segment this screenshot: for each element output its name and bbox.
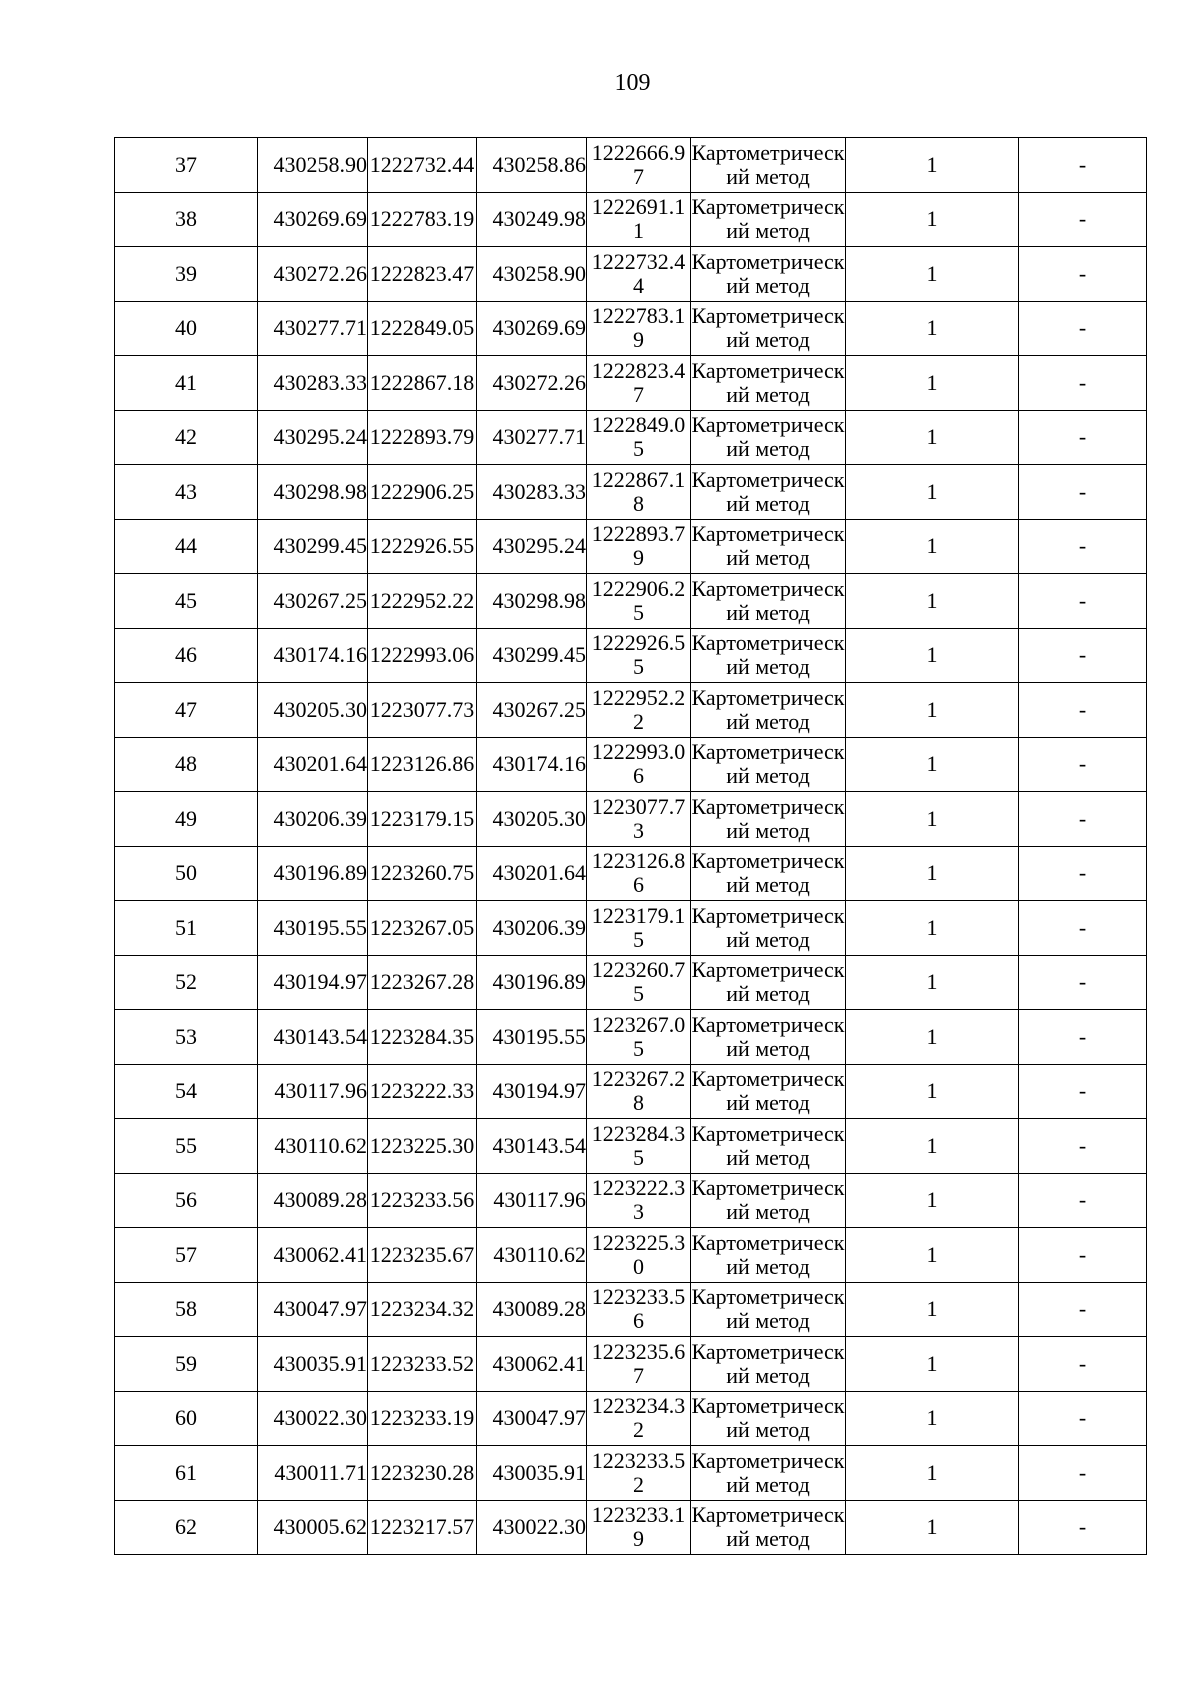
x2-cell: 430195.55 <box>477 1010 587 1065</box>
point-number-cell: 58 <box>115 1282 258 1337</box>
x1-cell: 430272.26 <box>258 247 368 302</box>
x1-cell: 430299.45 <box>258 519 368 574</box>
method-cell: Картометрический метод <box>691 356 846 411</box>
y2-cell: 1223233.19 <box>587 1500 691 1555</box>
x2-cell: 430196.89 <box>477 955 587 1010</box>
point-number-cell: 57 <box>115 1228 258 1283</box>
table-row <box>115 1064 1147 1119</box>
point-number-cell: 51 <box>115 901 258 956</box>
table-row <box>115 192 1147 247</box>
y1-cell: 1223217.57 <box>368 1500 477 1555</box>
x1-cell: 430194.97 <box>258 955 368 1010</box>
table-row <box>115 1391 1147 1446</box>
point-number-cell: 62 <box>115 1500 258 1555</box>
precision-cell: 1 <box>846 955 1019 1010</box>
note-cell: - <box>1019 901 1147 956</box>
note-cell: - <box>1019 1337 1147 1392</box>
y1-cell: 1223233.19 <box>368 1391 477 1446</box>
note-cell: - <box>1019 138 1147 193</box>
y2-cell: 1222783.19 <box>587 301 691 356</box>
x1-cell: 430062.41 <box>258 1228 368 1283</box>
x2-cell: 430062.41 <box>477 1337 587 1392</box>
y2-cell: 1223235.67 <box>587 1337 691 1392</box>
note-cell: - <box>1019 410 1147 465</box>
y2-cell: 1222849.05 <box>587 410 691 465</box>
precision-cell: 1 <box>846 628 1019 683</box>
table-row <box>115 138 1147 193</box>
note-cell: - <box>1019 1446 1147 1501</box>
y1-cell: 1222732.44 <box>368 138 477 193</box>
method-cell: Картометрический метод <box>691 1010 846 1065</box>
x2-cell: 430205.30 <box>477 792 587 847</box>
x2-cell: 430277.71 <box>477 410 587 465</box>
point-number-cell: 53 <box>115 1010 258 1065</box>
precision-cell: 1 <box>846 1064 1019 1119</box>
table-row <box>115 301 1147 356</box>
table-row <box>115 574 1147 629</box>
note-cell: - <box>1019 1064 1147 1119</box>
method-cell: Картометрический метод <box>691 628 846 683</box>
x2-cell: 430110.62 <box>477 1228 587 1283</box>
note-cell: - <box>1019 192 1147 247</box>
page-number: 109 <box>614 70 651 96</box>
precision-cell: 1 <box>846 574 1019 629</box>
method-cell: Картометрический метод <box>691 683 846 738</box>
y1-cell: 1223230.28 <box>368 1446 477 1501</box>
note-cell: - <box>1019 846 1147 901</box>
y1-cell: 1223267.28 <box>368 955 477 1010</box>
x1-cell: 430110.62 <box>258 1119 368 1174</box>
method-cell: Картометрический метод <box>691 846 846 901</box>
x2-cell: 430299.45 <box>477 628 587 683</box>
y2-cell: 1223234.32 <box>587 1391 691 1446</box>
point-number-cell: 54 <box>115 1064 258 1119</box>
x1-cell: 430035.91 <box>258 1337 368 1392</box>
point-number-cell: 46 <box>115 628 258 683</box>
table-row <box>115 247 1147 302</box>
note-cell: - <box>1019 1500 1147 1555</box>
method-cell: Картометрический метод <box>691 410 846 465</box>
x1-cell: 430298.98 <box>258 465 368 520</box>
note-cell: - <box>1019 628 1147 683</box>
precision-cell: 1 <box>846 792 1019 847</box>
x1-cell: 430195.55 <box>258 901 368 956</box>
table-row <box>115 1500 1147 1555</box>
x1-cell: 430201.64 <box>258 737 368 792</box>
method-cell: Картометрический метод <box>691 1337 846 1392</box>
table-row <box>115 1282 1147 1337</box>
x1-cell: 430089.28 <box>258 1173 368 1228</box>
note-cell: - <box>1019 465 1147 520</box>
precision-cell: 1 <box>846 192 1019 247</box>
x2-cell: 430272.26 <box>477 356 587 411</box>
x1-cell: 430295.24 <box>258 410 368 465</box>
y1-cell: 1223126.86 <box>368 737 477 792</box>
note-cell: - <box>1019 1228 1147 1283</box>
y1-cell: 1222993.06 <box>368 628 477 683</box>
x2-cell: 430035.91 <box>477 1446 587 1501</box>
method-cell: Картометрический метод <box>691 955 846 1010</box>
x2-cell: 430143.54 <box>477 1119 587 1174</box>
note-cell: - <box>1019 301 1147 356</box>
table-row <box>115 792 1147 847</box>
method-cell: Картометрический метод <box>691 1064 846 1119</box>
x2-cell: 430194.97 <box>477 1064 587 1119</box>
precision-cell: 1 <box>846 1500 1019 1555</box>
method-cell: Картометрический метод <box>691 519 846 574</box>
x2-cell: 430298.98 <box>477 574 587 629</box>
precision-cell: 1 <box>846 138 1019 193</box>
precision-cell: 1 <box>846 356 1019 411</box>
x1-cell: 430047.97 <box>258 1282 368 1337</box>
precision-cell: 1 <box>846 1173 1019 1228</box>
method-cell: Картометрический метод <box>691 737 846 792</box>
y2-cell: 1223260.75 <box>587 955 691 1010</box>
point-number-cell: 37 <box>115 138 258 193</box>
y1-cell: 1223222.33 <box>368 1064 477 1119</box>
y1-cell: 1222893.79 <box>368 410 477 465</box>
table-row <box>115 1446 1147 1501</box>
table-row <box>115 737 1147 792</box>
y2-cell: 1223233.56 <box>587 1282 691 1337</box>
y2-cell: 1223126.86 <box>587 846 691 901</box>
method-cell: Картометрический метод <box>691 247 846 302</box>
point-number-cell: 38 <box>115 192 258 247</box>
method-cell: Картометрический метод <box>691 1282 846 1337</box>
y1-cell: 1222783.19 <box>368 192 477 247</box>
x1-cell: 430005.62 <box>258 1500 368 1555</box>
x2-cell: 430269.69 <box>477 301 587 356</box>
y2-cell: 1222666.97 <box>587 138 691 193</box>
precision-cell: 1 <box>846 410 1019 465</box>
y2-cell: 1222926.55 <box>587 628 691 683</box>
method-cell: Картометрический метод <box>691 574 846 629</box>
x1-cell: 430283.33 <box>258 356 368 411</box>
y1-cell: 1223077.73 <box>368 683 477 738</box>
x2-cell: 430295.24 <box>477 519 587 574</box>
point-number-cell: 39 <box>115 247 258 302</box>
precision-cell: 1 <box>846 519 1019 574</box>
note-cell: - <box>1019 683 1147 738</box>
y1-cell: 1222867.18 <box>368 356 477 411</box>
precision-cell: 1 <box>846 1010 1019 1065</box>
point-number-cell: 41 <box>115 356 258 411</box>
point-number-cell: 44 <box>115 519 258 574</box>
precision-cell: 1 <box>846 737 1019 792</box>
precision-cell: 1 <box>846 1282 1019 1337</box>
note-cell: - <box>1019 519 1147 574</box>
y2-cell: 1223233.52 <box>587 1446 691 1501</box>
x1-cell: 430117.96 <box>258 1064 368 1119</box>
y1-cell: 1222849.05 <box>368 301 477 356</box>
y1-cell: 1223179.15 <box>368 792 477 847</box>
precision-cell: 1 <box>846 301 1019 356</box>
y1-cell: 1222952.22 <box>368 574 477 629</box>
precision-cell: 1 <box>846 683 1019 738</box>
note-cell: - <box>1019 356 1147 411</box>
table-row <box>115 1337 1147 1392</box>
method-cell: Картометрический метод <box>691 1228 846 1283</box>
x1-cell: 430206.39 <box>258 792 368 847</box>
x1-cell: 430011.71 <box>258 1446 368 1501</box>
method-cell: Картометрический метод <box>691 465 846 520</box>
method-cell: Картометрический метод <box>691 1446 846 1501</box>
note-cell: - <box>1019 1119 1147 1174</box>
precision-cell: 1 <box>846 1337 1019 1392</box>
y1-cell: 1223260.75 <box>368 846 477 901</box>
y2-cell: 1222952.22 <box>587 683 691 738</box>
precision-cell: 1 <box>846 1228 1019 1283</box>
point-number-cell: 59 <box>115 1337 258 1392</box>
table-body <box>115 138 1147 1555</box>
x2-cell: 430283.33 <box>477 465 587 520</box>
precision-cell: 1 <box>846 465 1019 520</box>
x2-cell: 430022.30 <box>477 1500 587 1555</box>
note-cell: - <box>1019 1391 1147 1446</box>
y2-cell: 1223225.30 <box>587 1228 691 1283</box>
x1-cell: 430196.89 <box>258 846 368 901</box>
point-number-cell: 45 <box>115 574 258 629</box>
note-cell: - <box>1019 1282 1147 1337</box>
point-number-cell: 52 <box>115 955 258 1010</box>
note-cell: - <box>1019 955 1147 1010</box>
precision-cell: 1 <box>846 901 1019 956</box>
method-cell: Картометрический метод <box>691 138 846 193</box>
x2-cell: 430047.97 <box>477 1391 587 1446</box>
precision-cell: 1 <box>846 1446 1019 1501</box>
y1-cell: 1222926.55 <box>368 519 477 574</box>
table-row <box>115 955 1147 1010</box>
note-cell: - <box>1019 574 1147 629</box>
y2-cell: 1223267.05 <box>587 1010 691 1065</box>
x1-cell: 430277.71 <box>258 301 368 356</box>
method-cell: Картометрический метод <box>691 1119 846 1174</box>
point-number-cell: 42 <box>115 410 258 465</box>
note-cell: - <box>1019 792 1147 847</box>
method-cell: Картометрический метод <box>691 1173 846 1228</box>
x1-cell: 430267.25 <box>258 574 368 629</box>
y2-cell: 1223267.28 <box>587 1064 691 1119</box>
y2-cell: 1223077.73 <box>587 792 691 847</box>
x1-cell: 430269.69 <box>258 192 368 247</box>
point-number-cell: 60 <box>115 1391 258 1446</box>
y2-cell: 1222823.47 <box>587 356 691 411</box>
method-cell: Картометрический метод <box>691 192 846 247</box>
y2-cell: 1222893.79 <box>587 519 691 574</box>
x2-cell: 430089.28 <box>477 1282 587 1337</box>
table-row <box>115 901 1147 956</box>
y1-cell: 1223235.67 <box>368 1228 477 1283</box>
y1-cell: 1223233.56 <box>368 1173 477 1228</box>
point-number-cell: 61 <box>115 1446 258 1501</box>
x1-cell: 430205.30 <box>258 683 368 738</box>
precision-cell: 1 <box>846 846 1019 901</box>
y1-cell: 1222823.47 <box>368 247 477 302</box>
y2-cell: 1222993.06 <box>587 737 691 792</box>
table-row <box>115 465 1147 520</box>
precision-cell: 1 <box>846 1119 1019 1174</box>
table-row <box>115 410 1147 465</box>
table-row <box>115 846 1147 901</box>
x1-cell: 430258.90 <box>258 138 368 193</box>
y1-cell: 1223225.30 <box>368 1119 477 1174</box>
point-number-cell: 48 <box>115 737 258 792</box>
method-cell: Картометрический метод <box>691 301 846 356</box>
y1-cell: 1222906.25 <box>368 465 477 520</box>
table-row <box>115 1119 1147 1174</box>
x2-cell: 430174.16 <box>477 737 587 792</box>
y1-cell: 1223284.35 <box>368 1010 477 1065</box>
note-cell: - <box>1019 247 1147 302</box>
precision-cell: 1 <box>846 1391 1019 1446</box>
coordinates-table <box>114 137 1147 1555</box>
y2-cell: 1222691.11 <box>587 192 691 247</box>
y2-cell: 1222906.25 <box>587 574 691 629</box>
y1-cell: 1223234.32 <box>368 1282 477 1337</box>
x2-cell: 430117.96 <box>477 1173 587 1228</box>
method-cell: Картометрический метод <box>691 792 846 847</box>
y1-cell: 1223233.52 <box>368 1337 477 1392</box>
x1-cell: 430174.16 <box>258 628 368 683</box>
y2-cell: 1222867.18 <box>587 465 691 520</box>
y2-cell: 1222732.44 <box>587 247 691 302</box>
x2-cell: 430201.64 <box>477 846 587 901</box>
note-cell: - <box>1019 737 1147 792</box>
point-number-cell: 50 <box>115 846 258 901</box>
table-row <box>115 1010 1147 1065</box>
table-row <box>115 1173 1147 1228</box>
y2-cell: 1223284.35 <box>587 1119 691 1174</box>
point-number-cell: 49 <box>115 792 258 847</box>
x1-cell: 430022.30 <box>258 1391 368 1446</box>
method-cell: Картометрический метод <box>691 1391 846 1446</box>
point-number-cell: 40 <box>115 301 258 356</box>
table-row <box>115 519 1147 574</box>
method-cell: Картометрический метод <box>691 901 846 956</box>
note-cell: - <box>1019 1010 1147 1065</box>
point-number-cell: 47 <box>115 683 258 738</box>
table-row <box>115 356 1147 411</box>
point-number-cell: 56 <box>115 1173 258 1228</box>
precision-cell: 1 <box>846 247 1019 302</box>
x2-cell: 430249.98 <box>477 192 587 247</box>
y1-cell: 1223267.05 <box>368 901 477 956</box>
point-number-cell: 55 <box>115 1119 258 1174</box>
y2-cell: 1223179.15 <box>587 901 691 956</box>
x2-cell: 430267.25 <box>477 683 587 738</box>
point-number-cell: 43 <box>115 465 258 520</box>
x1-cell: 430143.54 <box>258 1010 368 1065</box>
y2-cell: 1223222.33 <box>587 1173 691 1228</box>
method-cell: Картометрический метод <box>691 1500 846 1555</box>
x2-cell: 430206.39 <box>477 901 587 956</box>
x2-cell: 430258.90 <box>477 247 587 302</box>
table-row <box>115 628 1147 683</box>
note-cell: - <box>1019 1173 1147 1228</box>
table-row <box>115 683 1147 738</box>
table-row <box>115 1228 1147 1283</box>
x2-cell: 430258.86 <box>477 138 587 193</box>
